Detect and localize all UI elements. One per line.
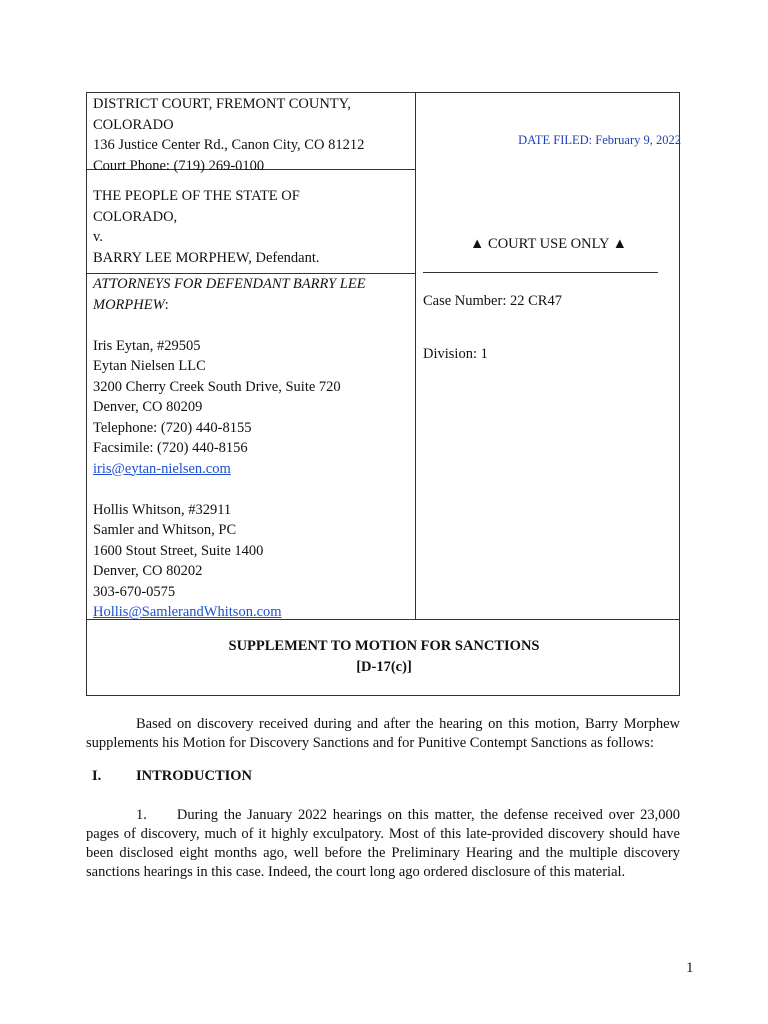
paragraph-1-text: During the January 2022 hearings on this matter, the defense received over 23,000 pages of discovery, much of it highly exculpatory. Most of this late-provided discovery should have been disclosed eight months ago, well before the Preliminary Hearing and the multiple discovery sanctions hearings in this case. Indeed, the court long ago ordered disclosure of this material. — [86, 807, 680, 880]
paragraph-1-number: 1. — [136, 807, 147, 823]
parties-info — [93, 186, 411, 268]
attorneys-heading-line2: MORPHEW — [93, 296, 165, 313]
case-caption-box — [86, 92, 680, 696]
attorney1-city: Denver, CO 80209 — [93, 399, 203, 415]
division: Division: 1 — [423, 346, 488, 362]
court-name-line1: DISTRICT COURT, FREMONT COUNTY, — [93, 96, 351, 112]
attorney1-name: Iris Eytan, #29505 — [93, 337, 201, 354]
section-number: I. — [92, 768, 102, 784]
intro-paragraph: Based on discovery received during and after the hearing on this motion, Barry Morphew supplements his Motion for Discovery Sanctions and for Punitive Contempt Sanctions as follows: — [86, 716, 680, 751]
versus: v. — [93, 229, 103, 245]
attorney2-name: Hollis Whitson, #32911 — [93, 501, 232, 518]
plaintiff-line2: COLORADO, — [93, 208, 178, 225]
section-title: INTRODUCTION — [136, 768, 253, 784]
attorneys-heading-colon: : — [164, 296, 169, 313]
defendant-name: BARRY LEE MORPHEW, Defendant. — [93, 249, 320, 266]
attorney1-email-link[interactable]: iris@eytan-nielsen.com — [93, 460, 231, 477]
attorneys-heading-line1: ATTORNEYS FOR DEFENDANT BARRY LEE — [93, 276, 366, 292]
attorney2-phone: 303-670-0575 — [93, 583, 176, 600]
court-info — [93, 94, 411, 176]
document-title-line1: SUPPLEMENT TO MOTION FOR SANCTIONS — [228, 638, 540, 654]
attorney1-firm: Eytan Nielsen LLC — [93, 358, 206, 374]
section-heading — [92, 768, 252, 785]
court-address: 136 Justice Center Rd., Canon City, CO 81212 — [93, 137, 365, 153]
court-use-only-rule — [423, 272, 658, 273]
court-name-line2: COLORADO — [93, 116, 174, 133]
document-title — [87, 636, 681, 678]
attorney2-email-link[interactable]: Hollis@SamlerandWhitson.com — [93, 604, 282, 620]
date-filed-stamp: DATE FILED: February 9, 2022 — [518, 133, 681, 147]
court-phone: Court Phone: (719) 269-0100 — [93, 157, 265, 174]
attorney1-address: 3200 Cherry Creek South Drive, Suite 720 — [93, 378, 341, 395]
court-use-only-label: ▲ COURT USE ONLY ▲ — [470, 236, 627, 252]
attorneys-info — [93, 274, 411, 623]
case-number: Case Number: 22 CR47 — [423, 293, 562, 309]
plaintiff-line1: THE PEOPLE OF THE STATE OF — [93, 188, 300, 204]
paragraph-1 — [86, 806, 680, 882]
document-title-line2: [D-17(c)] — [356, 659, 412, 675]
page-number: 1 — [686, 960, 694, 976]
attorney1-fax: Facsimile: (720) 440-8156 — [93, 440, 248, 456]
attorney2-firm: Samler and Whitson, PC — [93, 522, 237, 538]
attorney2-address: 1600 Stout Street, Suite 1400 — [93, 542, 264, 559]
attorney2-city: Denver, CO 80202 — [93, 563, 203, 579]
caption-divider-vertical — [415, 93, 416, 619]
attorney1-telephone: Telephone: (720) 440-8155 — [93, 419, 252, 436]
